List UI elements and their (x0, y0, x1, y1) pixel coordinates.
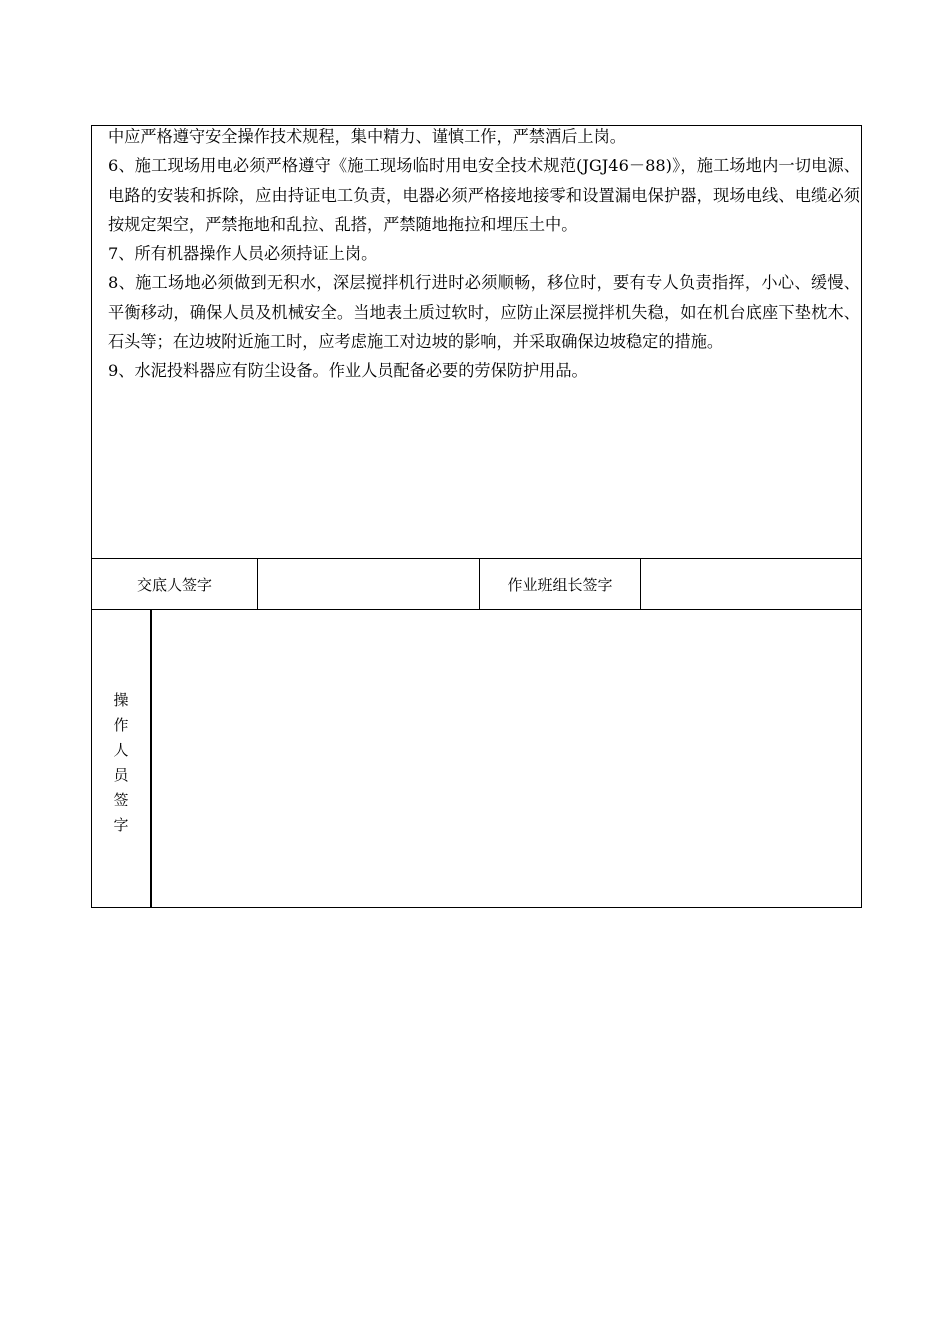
content-paragraph: 中应严格遵守安全操作技术规程，集中精力、谨慎工作，严禁酒后上岗。 (108, 127, 626, 146)
briefing-content-cell (91, 125, 862, 559)
briefer-signature-label: 交底人签字 (136, 575, 212, 594)
team-leader-signature-field[interactable] (640, 559, 861, 609)
operator-signature-field[interactable] (152, 609, 861, 907)
safety-briefing-table (91, 125, 862, 908)
content-paragraph: 6、施工现场用电必须严格遵守《施工现场临时用电安全技术规范(JGJ46－88)》，施工场地内一切电源、电路的安装和拆除，应由持证电工负责，电器必须严格接地接零和设置漏电保护器，现场电线、电缆必须按规定架空，严禁拖地和乱拉、乱搭，严禁随地拖拉和埋压土中。 (108, 156, 860, 234)
briefer-signature-field[interactable] (257, 559, 479, 609)
briefing-content-text (92, 122, 860, 386)
content-paragraph: 7、所有机器操作人员必须持证上岗。 (108, 244, 378, 264)
signature-row (91, 558, 862, 610)
team-leader-signature-label: 作业班组长签字 (479, 559, 640, 609)
operator-signature-row (91, 609, 862, 908)
operator-signature-label: 操作人员签字 (113, 691, 129, 834)
operator-signature-label-cell (92, 609, 152, 907)
content-paragraph: 8、施工场地必须做到无积水，深层搅拌机行进时必须顺畅，移位时，要有专人负责指挥，小心、缓慢、平衡移动，确保人员及机械安全。当地表土质过软时，应防止深层搅拌机失稳，如在机台底座下垫枕木、石头等；在边坡附近施工时，应考虑施工对边坡的影响，并采取确保边坡稳定的措施。 (108, 273, 860, 352)
content-paragraph: 9、水泥投料器应有防尘设备。作业人员配备必要的劳保防护用品。 (108, 361, 588, 381)
